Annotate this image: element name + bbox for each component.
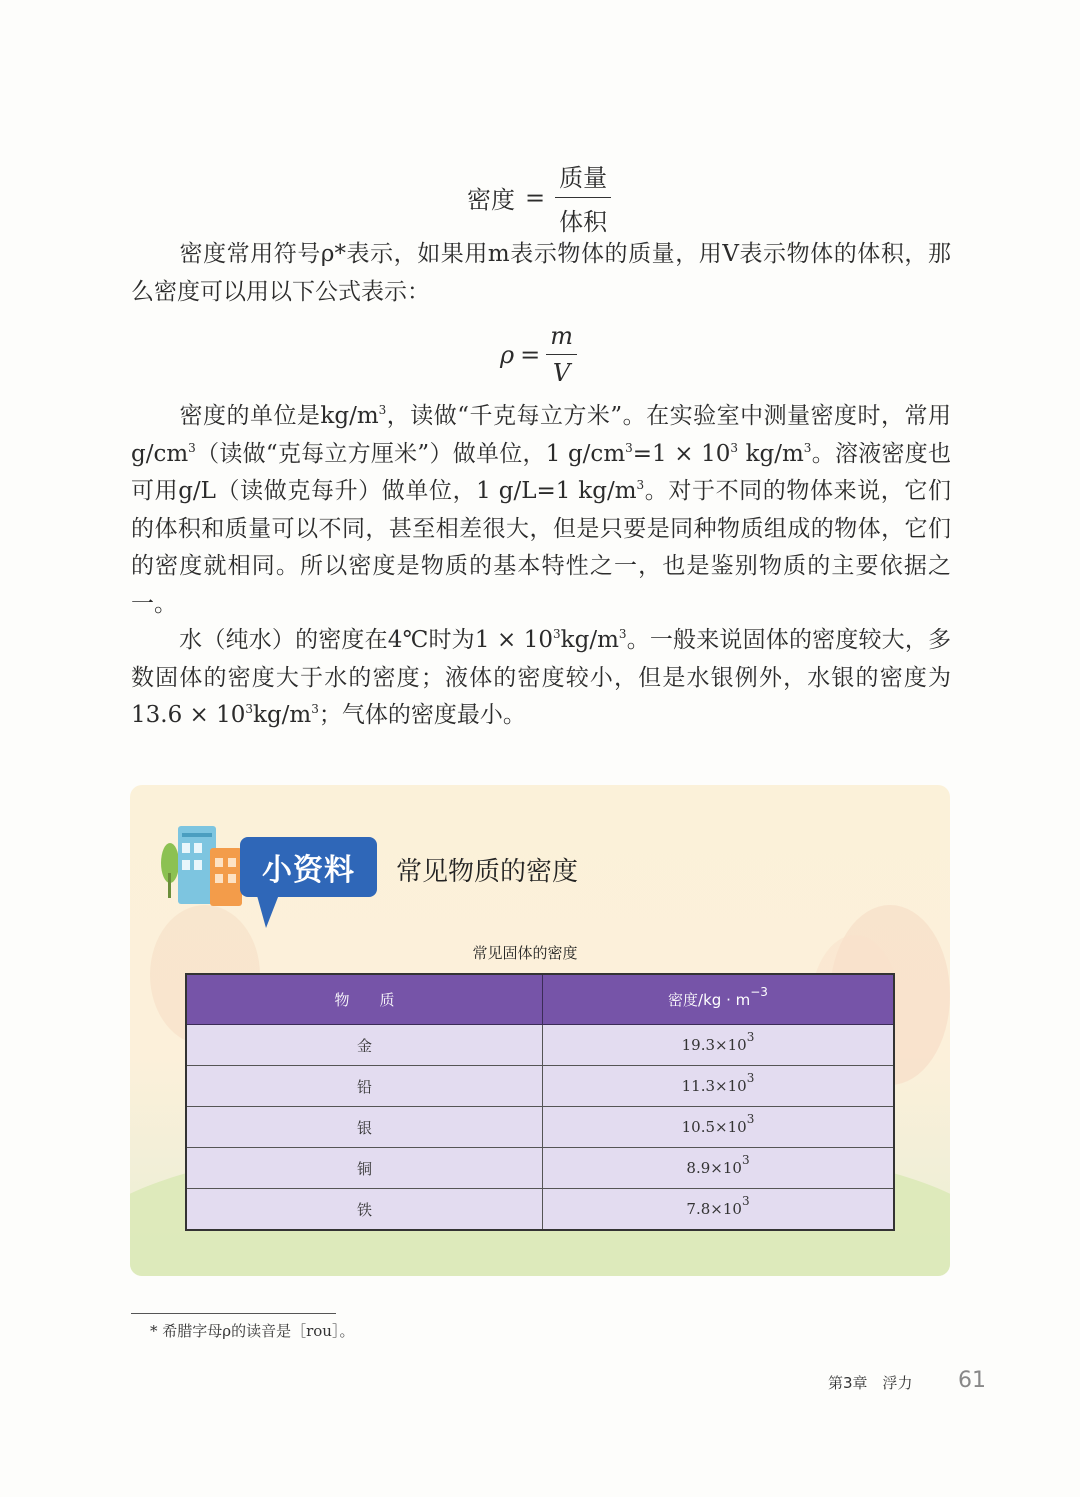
footnote-divider: [131, 1313, 336, 1314]
formula-equals: =: [525, 183, 546, 212]
cell-density: $11.3\times 10^3$: [543, 1066, 895, 1107]
cell-density: $7.8\times 10^3$: [543, 1189, 895, 1231]
formula-denominator: V: [552, 359, 571, 387]
table-row: [186, 1025, 894, 1066]
page-number: 61: [958, 1368, 986, 1393]
paragraph-symbol-text: 密度常用符号ρ*表示，如果用m表示物体的质量，用V表示物体的体积，那么密度可以用以下公式表示：: [131, 241, 951, 305]
formula-numerator: 质量: [555, 158, 611, 198]
table-caption: 常见固体的密度: [472, 944, 578, 962]
density-symbol-formula: [500, 322, 577, 387]
formula-lhs: 密度: [467, 186, 515, 214]
table-row: [186, 1066, 894, 1107]
density-table: [185, 973, 895, 1231]
table-row: [186, 1148, 894, 1189]
footnote: * 希腊字母ρ的读音是［rou］。: [150, 1322, 355, 1340]
density-word-formula: [467, 158, 611, 237]
paragraph-water: 水（纯水）的密度在4℃时为$1 \times 10^3kg/m^3$。一般来说固体的密度较大，多数固体的密度大于水的密度；液体的密度较小，但是水银例外，水银的密度为$13.6 \times 10^3kg/m^3$；气体的密度最小。: [131, 627, 952, 728]
info-box-title: 常见物质的密度: [396, 857, 579, 887]
cell-substance: 铅: [186, 1066, 543, 1107]
formula-rho: ρ: [500, 340, 515, 369]
cell-density: $19.3\times 10^3$: [543, 1025, 895, 1066]
header-density: 密度$/kg \cdot m^{-3}$: [543, 974, 895, 1025]
paragraph-units: 密度的单位是$kg/m^3$，读做“千克每立方米”。在实验室中测量密度时，常用$g/cm^3$（读做“克每立方厘米”）做单位，1 $g/cm^3=1 \times 10^3$ $kg/m^3$。溶液密度也可用g/L（读做克每升）做单位，1 g/L=1 $kg/m^3$。对于不同的物体来说，它们的体积和质量可以不同，甚至相差很大，但是只要是同种物质组成的物体，它们的密度就相同。所以密度是物质的基本特性之一，也是鉴别物质的主要依据之一。: [131, 403, 952, 617]
formula-denominator: 体积: [559, 208, 608, 236]
table-row: [186, 1189, 894, 1231]
cell-substance: 金: [186, 1025, 543, 1066]
formula-equals: =: [520, 340, 541, 369]
formula-fraction: [555, 158, 611, 237]
badge-tail: [256, 892, 280, 928]
cell-density: $10.5\times 10^3$: [543, 1107, 895, 1148]
formula-fraction: [546, 322, 577, 387]
info-badge: 小资料: [240, 837, 377, 897]
cell-substance: 铜: [186, 1148, 543, 1189]
cell-density: $8.9\times 10^3$: [543, 1148, 895, 1189]
cell-substance: 铁: [186, 1189, 543, 1231]
books-icon: [160, 818, 250, 913]
table-row: [186, 1107, 894, 1148]
paragraph-symbol: [131, 236, 951, 311]
formula-numerator: m: [546, 322, 577, 355]
cell-substance: 银: [186, 1107, 543, 1148]
header-substance: 物 质: [186, 974, 543, 1025]
table-header-row: [186, 974, 894, 1025]
chapter-label: 第3章 浮力: [828, 1374, 913, 1392]
